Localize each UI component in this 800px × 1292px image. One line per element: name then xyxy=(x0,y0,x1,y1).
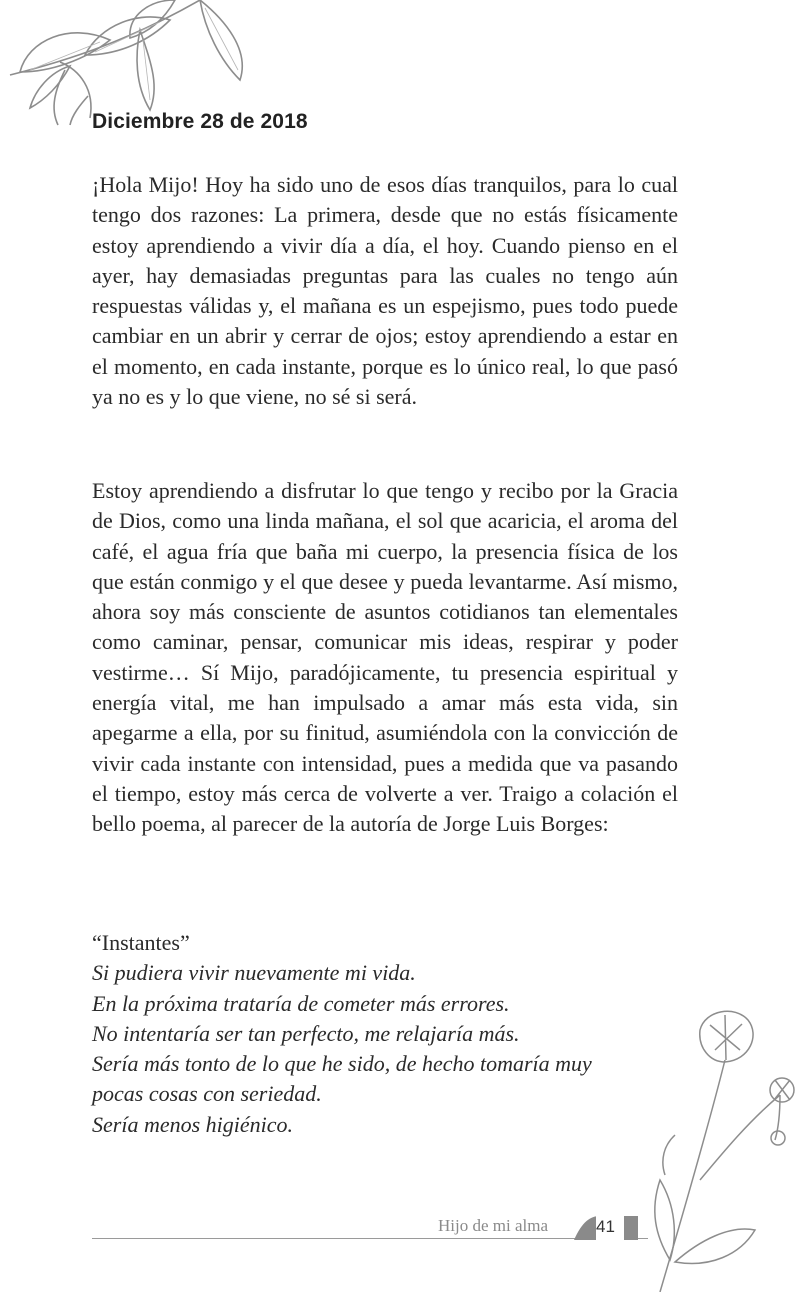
poem-line: Sería más tonto de lo que he sido, de hecho tomaría muy xyxy=(92,1051,592,1077)
poem-line: pocas cosas con seriedad. xyxy=(92,1081,322,1107)
footer-book-title: Hijo de mi alma xyxy=(438,1216,549,1235)
flower-stem-illustration xyxy=(630,1000,800,1292)
footer-divider xyxy=(92,1238,648,1239)
poem-title: “Instantes” xyxy=(92,930,190,955)
poem-line: Si pudiera vivir nuevamente mi vida. xyxy=(92,960,416,986)
poem-line: Sería menos higiénico. xyxy=(92,1111,294,1137)
entry-date-heading: Diciembre 28 de 2018 xyxy=(92,110,308,133)
page-number: 41 xyxy=(596,1217,615,1236)
poem-line: No intentaría ser tan perfecto, me relajaría más. xyxy=(92,1020,520,1046)
poem-line: En la próxima trataría de cometer más errores. xyxy=(92,990,510,1016)
body-paragraph-1: ¡Hola Mijo! Hoy ha sido uno de esos días tranquilos, para lo cual tengo dos razones: La primera, desde que no estás físicamente estoy aprendiendo a vivir día a día, el hoy. Cuando pienso en el ayer, hay demasiadas preguntas para las cuales no tengo aún respuestas válidas y, el mañana es un espejismo, pues todo puede cambiar en un abrir y cerrar de ojos; estoy aprendiendo a estar en el momento, en cada instante, porque es lo único real, lo que pasó ya no es y lo que viene, no sé si será. xyxy=(92,172,678,410)
body-paragraph-2: Estoy aprendiendo a disfrutar lo que tengo y recibo por la Gracia de Dios, como una linda mañana, el sol que acaricia, el aroma del café, el agua fría que baña mi cuerpo, la presencia física de los que están conmigo y el que desee y pueda levantarme. Así mismo, ahora soy más consciente de asuntos cotidianos tan elementales como caminar, pensar, comunicar mis ideas, respirar y poder vestirme… Sí Mijo, paradójicamente, tu presencia espiritual y energía vital, me han impulsado a amar más esta vida, sin apegarme a ella, por su finitud, asumiéndola con la convicción de vivir cada instante con intensidad, pues a medida que va pasando el tiempo, estoy más cerca de volverte a ver. Traigo a colación el bello poema, al parecer de la autoría de Jorge Luis Borges: xyxy=(92,478,678,837)
